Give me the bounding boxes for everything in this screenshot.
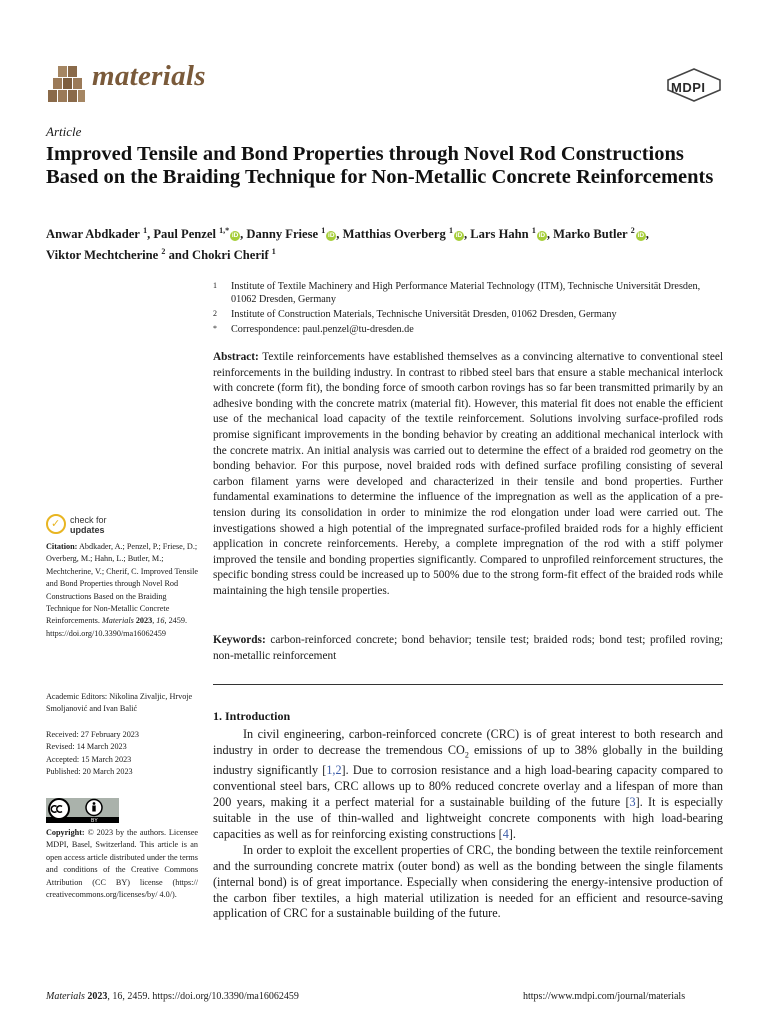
journal-logo-icon	[46, 62, 86, 104]
section-heading: 1. Introduction	[213, 709, 291, 723]
accepted-date: Accepted: 15 March 2023	[46, 754, 132, 764]
author[interactable]: Lars Hahn $^1$iD ,	[470, 226, 554, 242]
orcid-icon[interactable]: iD	[231, 232, 239, 240]
abstract-label: Abstract:	[213, 351, 259, 363]
orcid-icon[interactable]: iD	[637, 232, 645, 240]
author[interactable]: Matthias Overberg $^1$iD ,	[342, 226, 471, 242]
footer-journal-url[interactable]: https://www.mdpi.com/journal/materials	[523, 991, 686, 1002]
footer-citation: Materials 2023, 16, 2459. https://doi.org/10.3390/ma16062459	[46, 991, 299, 1002]
citation-link[interactable]: 3	[629, 795, 636, 810]
author[interactable]: Paul Penzel $^{1,*}$iD ,	[153, 226, 247, 242]
paragraph: In civil engineering, carbon-reinforced concrete (CRC) is of great interest to both research and industry in order to decrease the tremendous $CO_2$ emissions of up to 38% globally in the building industry significantly [1,2]. Due to corrosion resistance and a high load-bearing capacity compared to conventional steel bars, CRC allows up to 80% reduced concrete overlay and a lifespan of more than 200 years, making it a perfect material for a sustainable building of the future [3]. It is especially suitable in the use of thin-walled and lightweight concrete components with high load-bearing capacities as well as for reinforcing existing constructions [4].	[213, 727, 723, 841]
checkmark-icon: ✓	[51, 517, 61, 530]
orcid-icon[interactable]: iD	[538, 232, 546, 240]
check-for-updates-label[interactable]: check for	[70, 515, 107, 525]
affiliations	[213, 280, 723, 338]
published-date: Published: 20 March 2023	[46, 767, 133, 777]
article-type: Article	[46, 124, 82, 139]
paragraph: In order to exploit the excellent properties of CRC, the bonding between the textile reinforcement and the surrounding concrete matrix (outer bond) as well as the bonding between the single filaments (internal bond) is of great importance. Especially when considering the energy-intensive production of the carbon fiber textiles, a high material utilization is needed for an efficient and resource-saving application of CRC for a sustainable building of the future.	[213, 842, 723, 921]
divider	[213, 684, 723, 685]
author[interactable]: Anwar Abdkader $^1$,	[46, 226, 154, 242]
author-list	[46, 222, 726, 264]
abstract	[213, 350, 723, 600]
cc-by-license-icon[interactable]	[46, 798, 119, 823]
author[interactable]: Viktor Mechtcherine $^2$ and	[46, 247, 193, 263]
keywords-label: Keywords:	[213, 634, 266, 646]
orcid-icon[interactable]: iD	[455, 232, 463, 240]
paper-title: Improved Tensile and Bond Properties through Novel Rod Constructions Based on the Braiding Technique for Non-Metallic Concrete Reinforcements	[46, 143, 714, 188]
received-date: Received: 27 February 2023	[46, 730, 139, 739]
body-text	[213, 727, 723, 922]
revised-date: Revised: 14 March 2023	[46, 742, 127, 752]
copyright-notice: Copyright: © 2023 by the authors. Licensee MDPI, Basel, Switzerland. This article is an open access article distributed under the terms and conditions of the Creative Commons Attribution (CC BY) license (https:// creativecommons.org/licenses/by/ 4.0/).	[46, 828, 199, 900]
author[interactable]: Marko Butler $^2$iD ,	[553, 226, 649, 242]
journal-name: materials	[92, 60, 206, 92]
citation-block: Citation: Abdkader, A.; Penzel, P.; Friese, D.; Overberg, M.; Hahn, L.; Butler, M.; Mechtcherine, V.; Cherif, C. Improved Tensile and Bond Properties through Novel Rod Constructions Based on the Braiding Technique for Non-Metallic Concrete Reinforcements. Materials 2023, 16, 2459. https://doi.org/10.3390/ma16062459	[46, 542, 198, 638]
publisher-logo-text: MDPI	[671, 80, 706, 95]
orcid-icon[interactable]: iD	[328, 232, 335, 240]
citation-link[interactable]: 4	[502, 826, 509, 841]
keywords-text: carbon-reinforced concrete; bond behavior; tensile test; braided rods; bond test; profiled roving; non-metallic reinforcement	[213, 634, 723, 662]
citation-link[interactable]: 1,2	[326, 763, 342, 778]
svg-text:BY: BY	[91, 818, 98, 823]
publication-dates	[46, 729, 198, 779]
keywords	[213, 633, 723, 664]
author[interactable]: Danny Friese $^1$iD ,	[246, 226, 343, 242]
correspondence: * Correspondence: paul.penzel@tu-dresden.de	[213, 324, 414, 335]
academic-editors: Academic Editors: Nikolina Zivaljic, Hrvoje Smoljanović and Ivan Balić	[46, 692, 193, 714]
abstract-text: Textile reinforcements have established themselves as a convincing alternative to conventional steel reinforcements in the building industry. In contrast to ribbed steel bars that ensure a stable mechanical interlock with concrete (form fit), the bonding force of smooth carbon rovings has so far been transmitted primarily by an adhesive bonding with the concrete matrix (material fit). However, this material fit does not enable the efficient use of the mechanical load capacity of the textile reinforcement. Solutions involving surface-profiled rods promise significant improvements in the bonding behavior by creating an additional mechanical interlock with the concrete matrix. An initial analysis was carried out to determine the effect of a braided rod geometry on the bonding behavior. For this purpose, novel braided rods with defined surface profiling consisting of several carbon filament yarns were developed and characterized in their tensile and bond properties. Further fundamental examinations to determine the influence of the impregnation as well as the application of a pre-tension during its consolidation in order to minimize the rod elongation under load were carried out. The investigations showed a high potential of the impregnated surface-profiled braided rods for a highly efficient application in concrete reinforcements. Hereby, a complete impregnation of the rod with a stiff polymer improved the tensile and bonding properties significantly. Compared to unprofiled reinforcement structures, the specific bonding stress could be increased up to 500% due to the strong form-fit effect of the braided rods while maintaining the high tensile properties.	[213, 351, 723, 597]
affiliation: 2 Institute of Construction Materials, Technische Universität Dresden, 01062 Dresden, Germany	[213, 309, 617, 320]
author[interactable]: Chokri Cherif $^1$	[192, 247, 276, 263]
affiliation: 1 Institute of Textile Machinery and High Performance Material Technology (ITM), Technische Universität Dresden, 01062 Dresden, Germany	[213, 281, 701, 305]
check-for-updates-label[interactable]: updates	[70, 525, 105, 535]
